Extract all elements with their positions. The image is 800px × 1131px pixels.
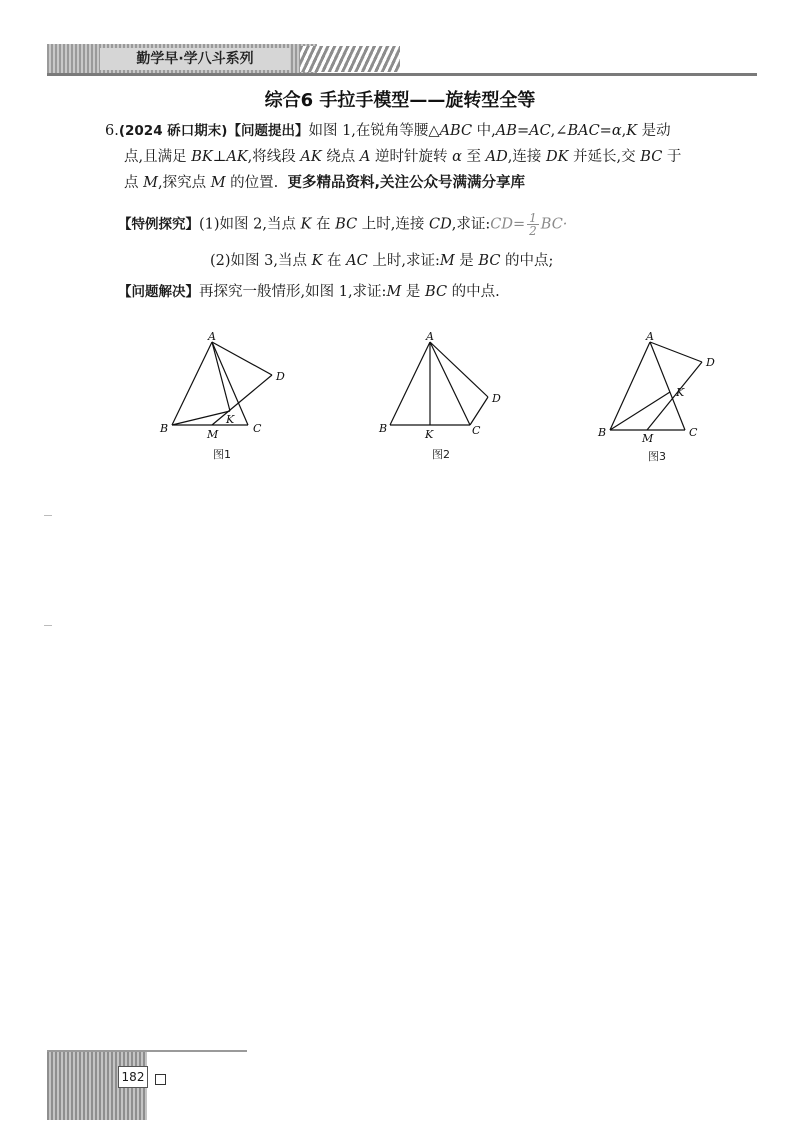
math: M <box>210 175 226 191</box>
text: 是 <box>401 284 426 300</box>
fraction <box>527 212 539 237</box>
text: (1)如图 2,当点 <box>199 216 301 233</box>
math: BC <box>425 284 448 300</box>
text: 中, <box>472 123 496 139</box>
text: ,探究点 <box>157 175 211 191</box>
math: M <box>439 253 455 269</box>
text: ⊥ <box>212 149 227 165</box>
solve-line <box>118 281 500 303</box>
text: ,求证: <box>451 216 491 233</box>
text: = <box>516 123 530 139</box>
text: 再探究一般情形,如图 1,求证: <box>199 284 387 300</box>
figure-1-caption: 图1 <box>213 448 231 461</box>
label-k: K <box>676 386 685 399</box>
header-rule <box>47 73 757 76</box>
text: 如图 1,在锐角等腰△ <box>308 123 440 139</box>
segment-dm <box>212 375 272 425</box>
math: BC <box>478 253 501 269</box>
tag-special-case: 【特例探究】 <box>118 216 199 233</box>
math: M <box>143 175 158 191</box>
text: 逆时针旋转 <box>370 149 453 165</box>
math: BC <box>640 149 663 165</box>
math: BC <box>335 216 358 233</box>
figure-2-caption: 图2 <box>432 448 450 461</box>
text: (2)如图 3,当点 <box>210 253 312 269</box>
page-number: 182 <box>118 1066 148 1088</box>
tag-problem-raise: 【问题提出】 <box>227 123 309 139</box>
promo-text: 更多精品资料,关注公众号满满分享库 <box>287 175 525 191</box>
text: , <box>621 123 627 139</box>
math: BK <box>191 149 213 165</box>
text: 在 <box>311 216 336 233</box>
text: 在 <box>322 253 347 269</box>
math: M <box>386 284 402 300</box>
text: 至 <box>461 149 486 165</box>
label-k: K <box>425 428 434 441</box>
segment-ab <box>390 342 430 425</box>
special-line-1 <box>118 212 567 237</box>
problem-number: 6. <box>105 123 119 139</box>
math: K <box>300 216 312 233</box>
segment-dm <box>647 362 702 430</box>
label-m: M <box>642 432 654 445</box>
text: 上时,连接 <box>357 216 430 233</box>
special-line-2 <box>210 250 553 272</box>
section-title: 综合6 手拉手模型——旋转型全等 <box>264 90 536 111</box>
formula-lhs: CD= <box>490 216 526 233</box>
math: AC <box>346 253 368 269</box>
text: ,将线段 <box>247 149 301 165</box>
text: 绕点 <box>321 149 360 165</box>
figure-1 <box>150 330 300 445</box>
formula-cd <box>490 212 567 237</box>
label-d: D <box>492 392 501 405</box>
math: AD <box>485 149 508 165</box>
text: ,∠ <box>550 123 568 139</box>
figure-3-caption: 图3 <box>648 450 666 463</box>
text: 的位置. <box>225 175 279 191</box>
problem-line-3 <box>124 172 525 194</box>
label-a: A <box>646 330 654 343</box>
text: ,连接 <box>507 149 546 165</box>
fraction-denominator: 2 <box>529 224 537 238</box>
math: K <box>311 253 323 269</box>
label-k: K <box>226 413 235 426</box>
label-c: C <box>253 422 262 435</box>
math: BAC <box>567 123 600 139</box>
label-a: A <box>426 330 434 343</box>
math: CD <box>429 216 452 233</box>
label-c: C <box>689 426 698 439</box>
text: 上时,求证: <box>367 253 440 269</box>
figure-3 <box>592 330 742 445</box>
segment-ad <box>430 342 488 397</box>
label-c: C <box>472 424 481 437</box>
text: 是 <box>454 253 479 269</box>
problem-line-1 <box>105 120 671 142</box>
label-m: M <box>207 428 219 441</box>
text: 是动 <box>637 123 671 139</box>
math: A <box>359 149 371 165</box>
problem-line-2 <box>124 146 681 168</box>
text: 点 <box>124 175 144 191</box>
math: AK <box>226 149 248 165</box>
math: ABC <box>439 123 473 139</box>
label-b: B <box>160 422 169 435</box>
math: DK <box>545 149 569 165</box>
text: 于 <box>662 149 682 165</box>
label-d: D <box>276 370 285 383</box>
math: AK <box>300 149 322 165</box>
fraction-numerator: 1 <box>529 211 537 225</box>
label-b: B <box>598 426 607 439</box>
segment-ac <box>430 342 470 425</box>
segment-ab <box>172 342 212 425</box>
problem-source: (2024 硚口期末) <box>118 123 228 139</box>
edge-mark <box>44 515 52 516</box>
label-a: A <box>208 330 216 343</box>
segment-ad <box>650 342 702 362</box>
math: α <box>452 149 462 165</box>
series-label: 勤学早·学八斗系列 <box>100 48 290 70</box>
text: 点,且满足 <box>124 149 192 165</box>
tag-problem-solve: 【问题解决】 <box>118 284 199 300</box>
text: 并延长,交 <box>568 149 641 165</box>
math: AC <box>529 123 551 139</box>
formula-rhs: BC· <box>540 216 568 233</box>
page-square-icon <box>155 1074 166 1085</box>
math: AB <box>495 123 517 139</box>
math: K <box>626 123 638 139</box>
segment-dc <box>470 397 488 425</box>
text: 的中点; <box>500 253 554 269</box>
text: 的中点. <box>447 284 500 300</box>
math: α <box>611 123 622 139</box>
label-d: D <box>706 356 715 369</box>
segment-ad <box>212 342 272 375</box>
text: = <box>599 123 612 139</box>
header-stripes <box>300 46 400 72</box>
footer-rule <box>47 1050 247 1052</box>
edge-mark <box>44 625 52 626</box>
figure-2 <box>375 330 525 445</box>
label-b: B <box>379 422 388 435</box>
